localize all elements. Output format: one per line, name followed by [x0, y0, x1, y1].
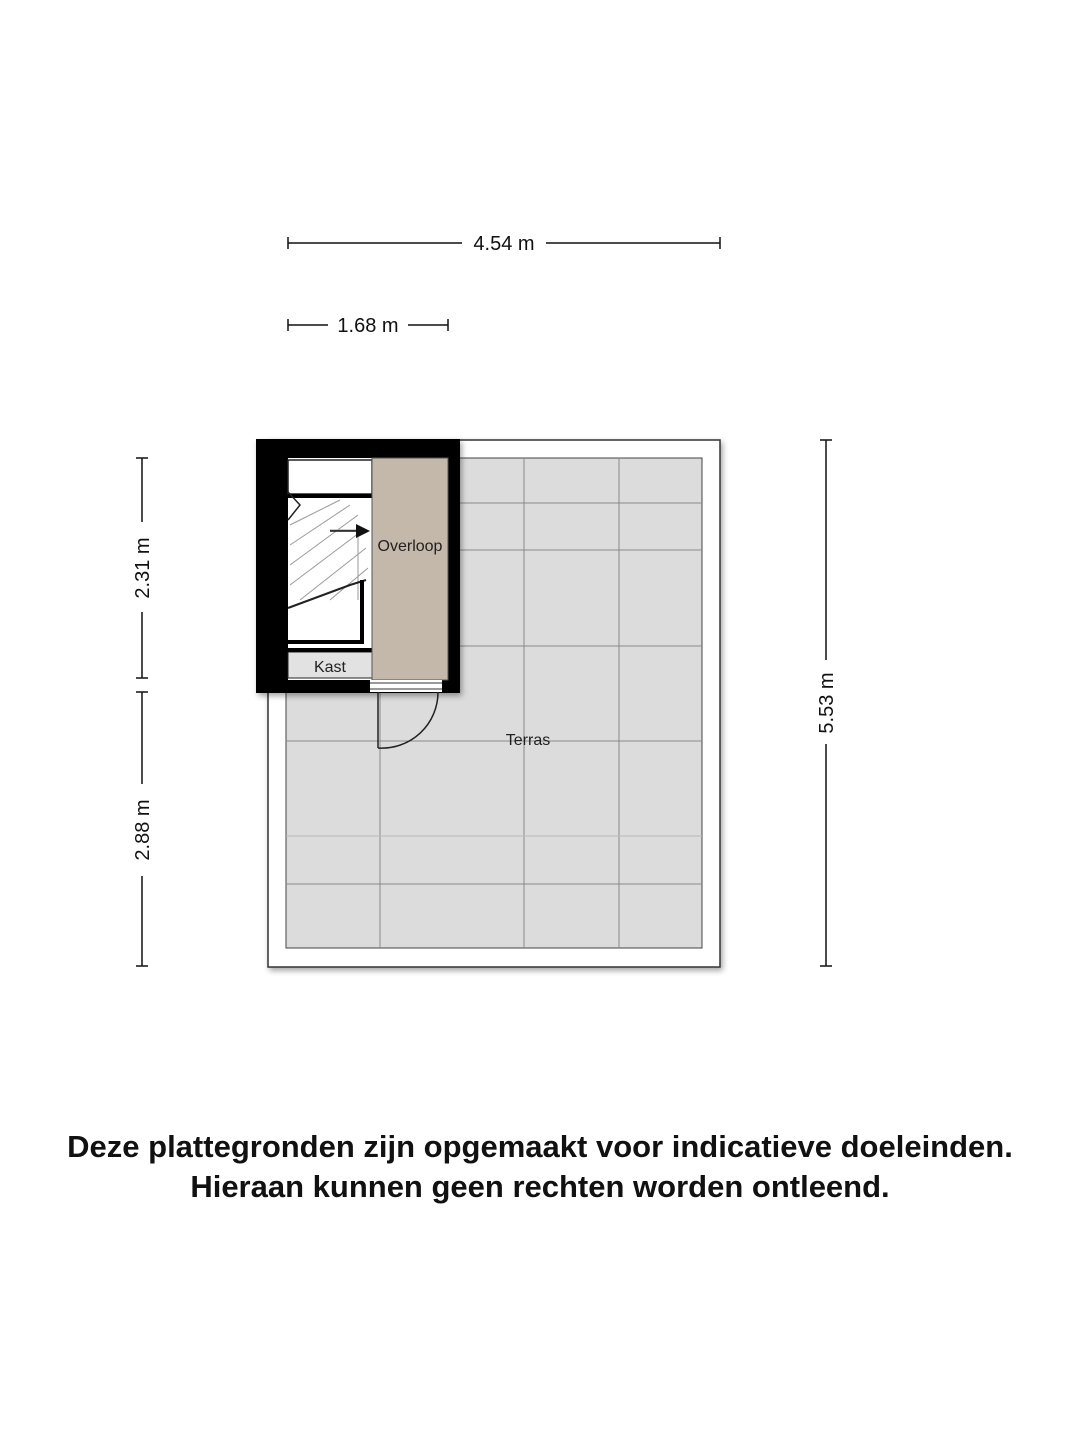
dimension-label-left-upper: 2.31 m: [132, 537, 154, 599]
dimension-label-top-total: 4.54 m: [473, 233, 535, 255]
disclaimer-line-2: Hieraan kunnen geen rechten worden ontleend.: [190, 1169, 890, 1204]
dimension-top-total: [288, 233, 720, 255]
disclaimer-line-1: Deze plattegronden zijn opgemaakt voor indicatieve doeleinden.: [67, 1129, 1013, 1164]
room-label-terras: Terras: [505, 732, 551, 749]
dimension-right-total: [816, 440, 838, 966]
stair-interior: [288, 458, 372, 680]
dimension-left-lower: [132, 692, 154, 966]
room-label-kast: Kast: [313, 659, 347, 676]
dimension-left-upper: [132, 458, 154, 678]
overloop-area: [372, 458, 448, 680]
dimension-label-right-total: 5.53 m: [816, 672, 838, 734]
dimension-top-partial: [288, 315, 448, 337]
dimension-label-left-lower: 2.88 m: [132, 799, 154, 861]
room-label-overloop: Overloop: [377, 538, 443, 555]
dimension-label-top-partial: 1.68 m: [337, 315, 399, 337]
